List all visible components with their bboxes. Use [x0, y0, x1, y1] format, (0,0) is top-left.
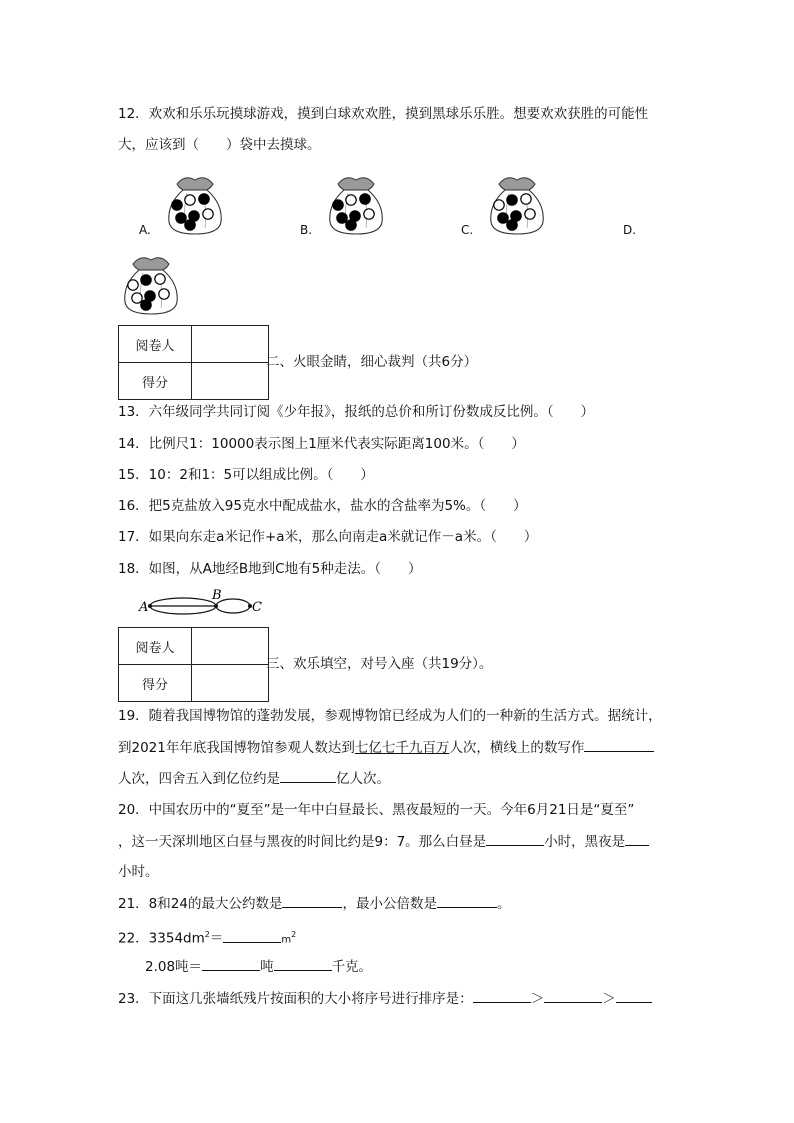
black-ball — [337, 213, 347, 223]
blank-q20-day[interactable] — [486, 831, 544, 846]
score-label-2: 得分 — [119, 665, 192, 702]
white-ball — [132, 293, 142, 303]
black-ball — [507, 220, 517, 230]
q19-line1: 19．随着我国博物馆的蓬勃发展，参观博物馆已经成为人们的一种新的生活方式。据统计， — [118, 708, 662, 724]
white-ball — [203, 209, 213, 219]
black-ball — [141, 300, 151, 310]
q20-line3: 小时。 — [118, 864, 159, 880]
section-3-title: 三、欢乐填空，对号入座（共19分）。 — [266, 656, 493, 672]
route-diagram — [136, 588, 266, 622]
q14: 14．比例尺1：10000表示图上1厘米代表实际距离100米。（ ） — [118, 436, 525, 452]
q13: 13．六年级同学共同订阅《少年报》，报纸的总价和所订份数成反比例。（ ） — [118, 404, 595, 420]
white-ball — [159, 289, 169, 299]
option-d-label: D. — [623, 223, 637, 237]
blank-q23-3[interactable] — [616, 988, 652, 1003]
q18: 18．如图，从A地经B地到C地有5种走法。（ ） — [118, 561, 422, 577]
q22: 22．$3354dm^2= m^2$ — [118, 925, 296, 951]
q19-line3: 人次，四舍五入到亿位约是 亿人次。 — [118, 768, 390, 789]
black-ball — [185, 220, 195, 230]
blank-q19-written[interactable] — [584, 737, 654, 752]
white-ball — [346, 195, 356, 205]
white-ball — [521, 194, 531, 204]
white-ball — [155, 274, 165, 284]
q17: 17．如果向东走a米记作+a米，那么向南走a米就记作－a米。（ ） — [118, 529, 538, 545]
blank-q22-kg[interactable] — [274, 956, 332, 971]
point-a-label: A — [139, 600, 149, 615]
bag-d-icon — [119, 250, 183, 316]
white-ball — [128, 280, 138, 290]
black-ball — [172, 200, 182, 210]
bag-d-graphic — [125, 258, 177, 314]
score-table-2 — [118, 627, 269, 702]
black-ball — [199, 194, 209, 204]
blank-q19-rounded[interactable] — [280, 768, 336, 783]
black-ball — [346, 220, 356, 230]
q16: 16．把5克盐放入95克水中配成盐水，盐水的含盐率为5%。（ ） — [118, 498, 527, 514]
black-ball — [141, 275, 151, 285]
q22b: 2.08吨＝ 吨 千克。 — [145, 956, 372, 977]
underlined-number: 七亿七千九百万 — [354, 740, 450, 756]
black-ball — [176, 213, 186, 223]
section-2-title: 二、火眼金睛，细心裁判（共6分） — [266, 354, 478, 370]
reviewer-label-2: 阅卷人 — [119, 628, 192, 665]
bag-a-icon — [163, 170, 227, 236]
q19-line2: 到2021年年底我国博物馆参观人数达到七亿七千九百万人次，横线上的数写作 — [118, 737, 654, 758]
bag-c-graphic — [491, 178, 543, 234]
option-a-label: A. — [139, 223, 151, 237]
black-ball — [360, 194, 370, 204]
white-ball — [185, 195, 195, 205]
score-label: 得分 — [119, 363, 192, 400]
blank-q22-ton[interactable] — [202, 956, 260, 971]
blank-q20-night[interactable] — [625, 831, 649, 846]
blank-q22-area[interactable] — [223, 928, 281, 943]
white-ball — [494, 200, 504, 210]
black-ball — [498, 213, 508, 223]
bag-b-graphic — [330, 178, 382, 234]
q12-line1: 12．欢欢和乐乐玩摸球游戏，摸到白球欢欢胜，摸到黑球乐乐胜。想要欢欢获胜的可能性 — [118, 106, 649, 122]
point-c-label: C — [252, 600, 262, 615]
option-c-label: C. — [461, 223, 474, 237]
q15: 15．10：2和1：5可以组成比例。（ ） — [118, 467, 374, 483]
blank-q23-2[interactable] — [544, 988, 602, 1003]
blank-q21-lcm[interactable] — [437, 893, 497, 908]
bag-b-icon — [324, 170, 388, 236]
blank-q23-1[interactable] — [473, 988, 531, 1003]
q21: 21．8和24的最大公约数是 ，最小公倍数是 。 — [118, 893, 510, 914]
bag-c-icon — [485, 170, 549, 236]
q20-line1: 20．中国农历中的“夏至”是一年中白昼最长、黑夜最短的一天。今年6月21日是“夏至” — [118, 802, 635, 818]
option-b-label: B. — [300, 223, 313, 237]
score-table-1 — [118, 325, 269, 400]
q23: 23．下面这几张墙纸残片按面积的大小将序号进行排序是： ＞ ＞ — [118, 988, 652, 1009]
bag-a-graphic — [169, 178, 221, 234]
reviewer-cell[interactable] — [192, 326, 269, 363]
score-cell[interactable] — [192, 363, 269, 400]
black-ball — [333, 200, 343, 210]
reviewer-label: 阅卷人 — [119, 326, 192, 363]
point-b-label: B — [212, 588, 222, 603]
q20-line2: ，这一天深圳地区白昼与黑夜的时间比约是9：7。那么白昼是 小时，黑夜是 — [118, 831, 649, 852]
reviewer-cell-2[interactable] — [192, 628, 269, 665]
white-ball — [364, 209, 374, 219]
score-cell-2[interactable] — [192, 665, 269, 702]
q12-line2: 大，应该到（ ）袋中去摸球。 — [118, 137, 321, 153]
white-ball — [525, 209, 535, 219]
black-ball — [507, 195, 517, 205]
blank-q21-gcd[interactable] — [282, 893, 342, 908]
